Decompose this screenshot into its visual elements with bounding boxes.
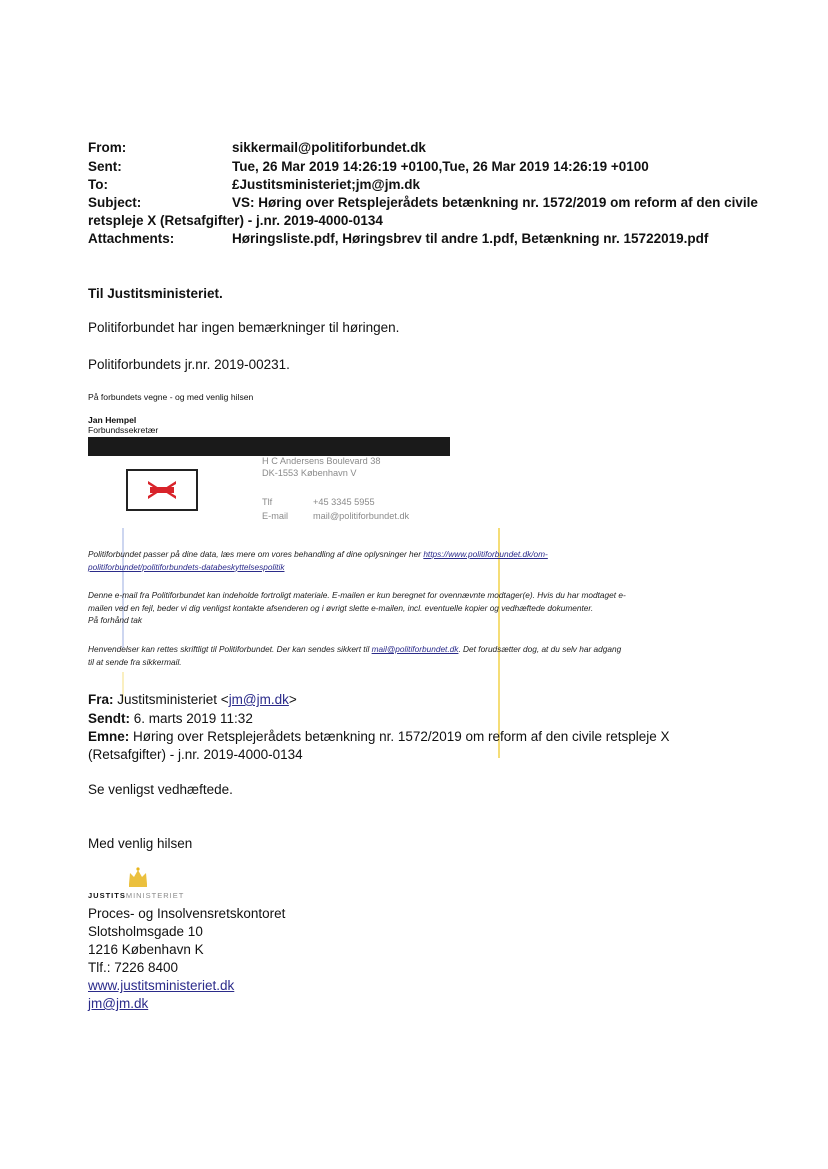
original-from-email[interactable]: jm@jm.dk	[228, 692, 289, 707]
signer-title: Forbundssekretær	[88, 425, 159, 435]
to-value: £Justitsministeriet;jm@jm.dk	[232, 177, 420, 192]
original-regards: Med venlig hilsen	[88, 836, 193, 851]
original-subject-line1: Høring over Retsplejerådets betænkning nr. 1572/2019 om reform af den civile retspleje X	[129, 729, 670, 744]
data-policy-link[interactable]: https://www.politiforbundet.dk/om-	[423, 549, 548, 559]
attachments-value: Høringsliste.pdf, Høringsbrev til andre 1.pdf, Betænkning nr. 15722019.pdf	[232, 231, 709, 246]
redacted-bar	[88, 437, 450, 456]
ministry-email-link[interactable]: jm@jm.dk	[88, 996, 149, 1011]
ministry-logo-bold: JUSTITS	[88, 891, 126, 900]
sent-label: Sent:	[88, 159, 122, 174]
signer-name: Jan Hempel	[88, 415, 137, 425]
ministry-phone: Tlf.: 7226 8400	[88, 960, 179, 975]
contact-phone: +45 3345 5955	[313, 497, 375, 507]
ministry-logo-text	[88, 891, 184, 900]
data-policy-text: Politiforbundet passer på dine data, læs mere om vores behandling af dine oplysninger her	[88, 549, 424, 559]
inquiries-line2: til at sende fra sikkermail.	[88, 656, 182, 667]
crown-icon	[127, 866, 149, 893]
attachments-label: Attachments:	[88, 231, 175, 246]
ministry-city: 1216 København K	[88, 942, 204, 957]
original-from-name: Justitsministeriet <	[113, 692, 229, 707]
contact-phone-label: Tlf	[262, 497, 273, 507]
original-from-label: Fra:	[88, 692, 114, 707]
original-sent-value: 6. marts 2019 11:32	[130, 711, 253, 726]
greeting: Til Justitsministeriet.	[88, 286, 223, 301]
inquiries-email-link[interactable]: mail@politiforbundet.dk	[371, 644, 459, 654]
original-subject-line2: (Retsafgifter) - j.nr. 2019-4000-0134	[88, 747, 303, 762]
confidentiality-line3: På forhånd tak	[88, 615, 142, 625]
ministry-street: Slotsholmsgade 10	[88, 924, 203, 939]
closing: På forbundets vegne - og med venlig hilsen	[88, 392, 254, 402]
subject-value-line1: VS: Høring over Retsplejerådets betænkning nr. 1572/2019 om reform af den civile	[232, 195, 758, 210]
politiforbundet-logo	[126, 469, 198, 511]
original-from	[88, 692, 297, 707]
confidentiality-line2: mailen ved en fejl, beder vi dig venligst kontakte afsenderen og i øvrigt slette e-mailen, incl. eventuelle kopier og vedhæftede dokumenter.	[88, 602, 594, 613]
from-value: sikkermail@politiforbundet.dk	[232, 140, 426, 155]
contact-address-street: H C Andersens Boulevard 38	[262, 456, 381, 466]
inquiries-text: Henvendelser kan rettes skriftligt til Politiforbundet. Der kan sendes sikkert til	[88, 644, 372, 654]
original-from-end: >	[288, 692, 297, 707]
original-sent	[88, 711, 253, 726]
original-body: Se venligst vedhæftede.	[88, 782, 233, 797]
inquiries-text-cont: . Det forudsætter dog, at du selv har adgang	[458, 644, 622, 654]
police-cross-icon	[128, 471, 196, 509]
original-subject	[88, 729, 670, 744]
scan-artifact-line	[122, 528, 124, 648]
ministry-website-link[interactable]: www.justitsministeriet.dk	[88, 978, 235, 993]
data-policy-notice	[88, 548, 738, 573]
original-sent-label: Sendt:	[88, 711, 130, 726]
to-label: To:	[88, 177, 108, 192]
contact-email-label: E-mail	[262, 511, 289, 521]
reply-reference: Politiforbundets jr.nr. 2019-00231.	[88, 357, 290, 372]
reply-message: Politiforbundet har ingen bemærkninger til høringen.	[88, 320, 400, 335]
data-policy-link-cont[interactable]: politiforbundet/politiforbundets-databeskyttelsespolitik	[88, 561, 285, 572]
contact-address-city: DK-1553 København V	[262, 468, 357, 478]
ministry-office: Proces- og Insolvensretskontoret	[88, 906, 286, 921]
from-label: From:	[88, 140, 127, 155]
subject-label: Subject:	[88, 195, 142, 210]
confidentiality-notice	[88, 589, 738, 627]
subject-value-line2: retspleje X (Retsafgifter) - j.nr. 2019-4000-0134	[88, 213, 383, 228]
sent-value: Tue, 26 Mar 2019 14:26:19 +0100,Tue, 26 Mar 2019 14:26:19 +0100	[232, 159, 649, 174]
contact-email: mail@politiforbundet.dk	[313, 511, 410, 521]
confidentiality-line1: Denne e-mail fra Politiforbundet kan indeholde fortroligt materiale. E-mailen er kun beregnet for ovennævnte modtager(e). Hvis du har modtaget e-	[88, 590, 626, 600]
inquiries-notice	[88, 643, 738, 668]
original-subject-label: Emne:	[88, 729, 130, 744]
ministry-logo-light: MINISTERIET	[125, 891, 185, 900]
